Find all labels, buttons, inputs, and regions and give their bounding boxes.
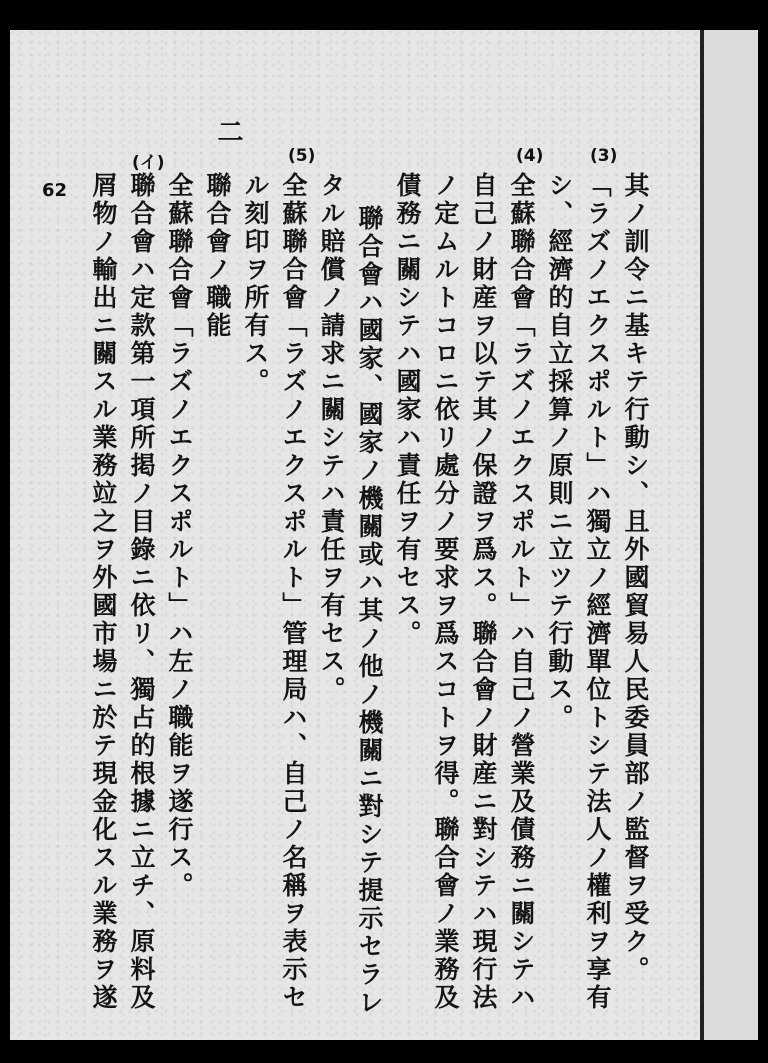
text-column-6: ノ定ムルトコロニ依リ處分ノ要求ヲ爲スコトヲ得。聯合會ノ業務及	[431, 172, 460, 1012]
section-heading: 二	[213, 118, 243, 144]
text-column-8: 聯合會ハ國家、國家ノ機關或ハ其ノ他ノ機關ニ對シテ提示セラレ	[355, 205, 384, 1017]
adjacent-page-edge	[704, 30, 758, 1040]
text-column-7: 債務ニ關シテハ國家ハ責任ヲ有セス。	[393, 172, 422, 648]
text-column-1: 其ノ訓令ニ基キテ行動シ、且外國貿易人民委員部ノ監督ヲ受ク。	[621, 172, 650, 984]
item-marker-4: (4)	[516, 146, 544, 166]
text-column-4: 全蘇聯合會「ラズノエクスポルト」ハ自己ノ營業及債務ニ關シテハ	[507, 172, 536, 1012]
text-column-14: 聯合會ハ定款第一項所掲ノ目錄ニ依リ、獨占的根據ニ立チ、原料及	[127, 172, 156, 1012]
text-column-3: シ、經濟的自立採算ノ原則ニ立ツテ行動ス。	[545, 172, 574, 732]
item-marker-5: (5)	[288, 146, 316, 166]
text-column-11: ル刻印ヲ所有ス。	[241, 172, 270, 396]
text-column-15: 屑物ノ輸出ニ關スル業務竝之ヲ外國市場ニ於テ現金化スル業務ヲ遂	[89, 172, 118, 1012]
text-column-12: 聯合會ノ職能	[203, 172, 232, 340]
item-marker-i: (イ)	[132, 153, 165, 173]
text-column-2: 「ラズノエクスポルト」ハ獨立ノ經濟單位トシテ法人ノ權利ヲ享有	[583, 172, 612, 1012]
text-column-13: 全蘇聯合會「ラズノエクスポルト」ハ左ノ職能ヲ遂行ス。	[165, 172, 194, 900]
page-number: 62	[42, 180, 68, 201]
text-column-10: 全蘇聯合會「ラズノエクスポルト」管理局ハ、自己ノ名稱ヲ表示セ	[279, 172, 308, 1012]
text-column-9: タル賠償ノ請求ニ關シテハ責任ヲ有セス。	[317, 172, 346, 704]
item-marker-3: (3)	[590, 146, 618, 166]
text-column-5: 自己ノ財産ヲ以テ其ノ保證ヲ爲ス。聯合會ノ財産ニ對シテハ現行法	[469, 172, 498, 1012]
